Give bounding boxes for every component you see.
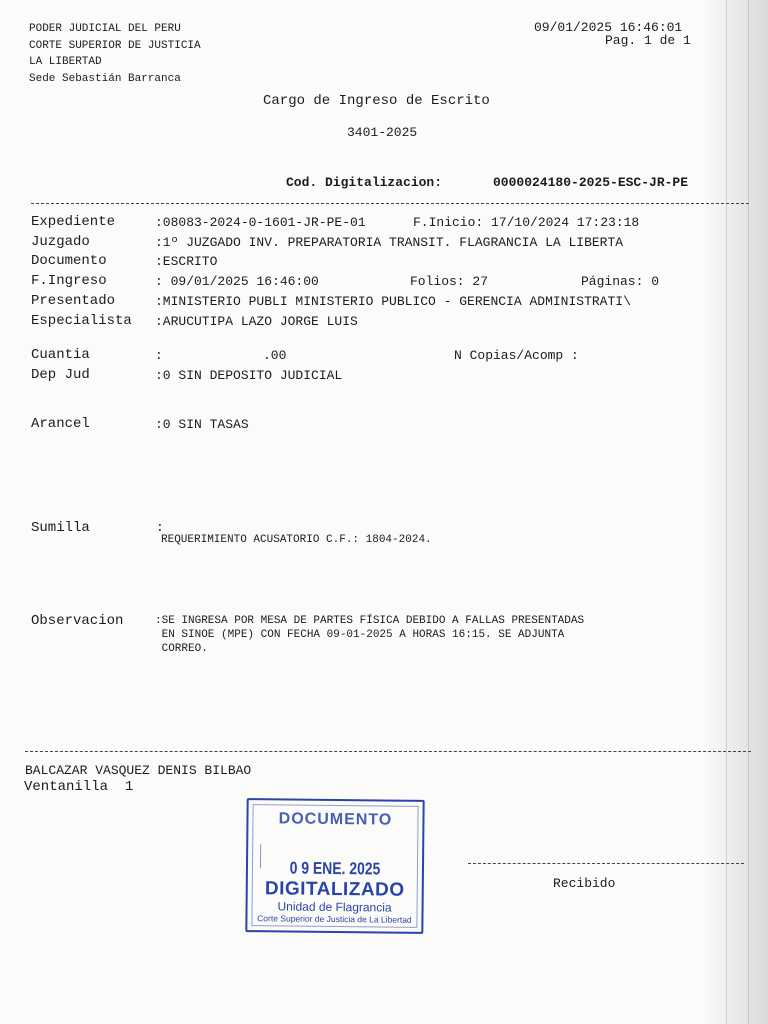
received-label: Recibido (553, 876, 616, 891)
stamp-date: 0 9 ENE. 2025 (289, 858, 381, 879)
f-ingreso-value: : 09/01/2025 16:46:00 (155, 274, 319, 289)
juzgado-label: Juzgado (31, 234, 90, 250)
expediente-label: Expediente (31, 214, 116, 230)
scanned-page-edge (704, 0, 768, 1024)
sumilla-colon: : (156, 520, 164, 535)
stamp-unit: Unidad de Flagrancia (277, 899, 392, 915)
copias-label: N Copias/Acomp : (454, 348, 579, 363)
cuantia-label: Cuantia (31, 347, 90, 363)
arancel-label: Arancel (31, 416, 90, 432)
document-number: 3401-2025 (347, 125, 418, 140)
fecha-inicio: F.Inicio: 17/10/2024 17:23:18 (413, 215, 640, 230)
folios-count: Folios: 27 (410, 274, 489, 289)
received-signature-line (468, 863, 744, 864)
institution-line-1: PODER JUDICIAL DEL PERU (29, 23, 181, 35)
sumilla-label: Sumilla (31, 520, 90, 536)
institution-line-4: Sede Sebastián Barranca (29, 73, 181, 85)
digitization-label: Cod. Digitalizacion: (286, 175, 443, 190)
juzgado-value: :1º JUZGADO INV. PREPARATORIA TRANSIT. FLAGRANCIA LA LIBERTA (155, 235, 624, 250)
print-datetime: 09/01/2025 16:46:01 (534, 20, 683, 35)
observacion-label: Observacion (31, 613, 124, 629)
institution-line-2: CORTE SUPERIOR DE JUSTICIA (29, 40, 201, 52)
documento-label: Documento (31, 253, 107, 269)
sumilla-value: REQUERIMIENTO ACUSATORIO C.F.: 1804-2024. (161, 534, 432, 546)
divider-top (31, 203, 749, 204)
digitization-code: 0000024180-2025-ESC-JR-PE (493, 175, 689, 190)
presentado-value: :MINISTERIO PUBLI MINISTERIO PUBLICO - GERENCIA ADMINISTRATI\ (155, 294, 631, 309)
observacion-line-3: CORREO. (155, 643, 208, 655)
documento-value: :ESCRITO (155, 254, 218, 269)
cuantia-colon: : (155, 348, 163, 363)
arancel-value: :0 SIN TASAS (155, 417, 249, 432)
observacion-line-2: EN SINOE (MPE) CON FECHA 09-01-2025 A HORAS 16:15. SE ADJUNTA (155, 629, 565, 641)
stamp-title: DOCUMENTO (278, 810, 393, 829)
stamp-court: Corte Superior de Justicia de La Libertad (257, 913, 412, 925)
especialista-value: :ARUCUTIPA LAZO JORGE LUIS (155, 314, 358, 329)
expediente-value: :08083-2024-0-1601-JR-PE-01 (155, 215, 366, 230)
dep-jud-label: Dep Jud (31, 367, 90, 383)
paginas-count: Páginas: 0 (581, 274, 660, 289)
document-title: Cargo de Ingreso de Escrito (263, 93, 490, 109)
especialista-label: Especialista (31, 313, 132, 329)
divider-bottom (25, 751, 751, 752)
cuantia-value: .00 (263, 348, 287, 363)
observacion-line-1: :SE INGRESA POR MESA DE PARTES FÍSICA DEBIDO A FALLAS PRESENTADAS (155, 615, 585, 627)
page-number: Pag. 1 de 1 (605, 33, 691, 48)
clerk-name: BALCAZAR VASQUEZ DENIS BILBAO (25, 763, 252, 778)
dep-jud-value: :0 SIN DEPOSITO JUDICIAL (155, 368, 343, 383)
digitized-stamp (245, 798, 424, 934)
window-number: Ventanilla 1 (24, 779, 134, 795)
stamp-status: DIGITALIZADO (264, 878, 405, 901)
institution-line-3: LA LIBERTAD (29, 56, 102, 68)
presentado-label: Presentado (31, 293, 116, 309)
f-ingreso-label: F.Ingreso (31, 273, 107, 289)
